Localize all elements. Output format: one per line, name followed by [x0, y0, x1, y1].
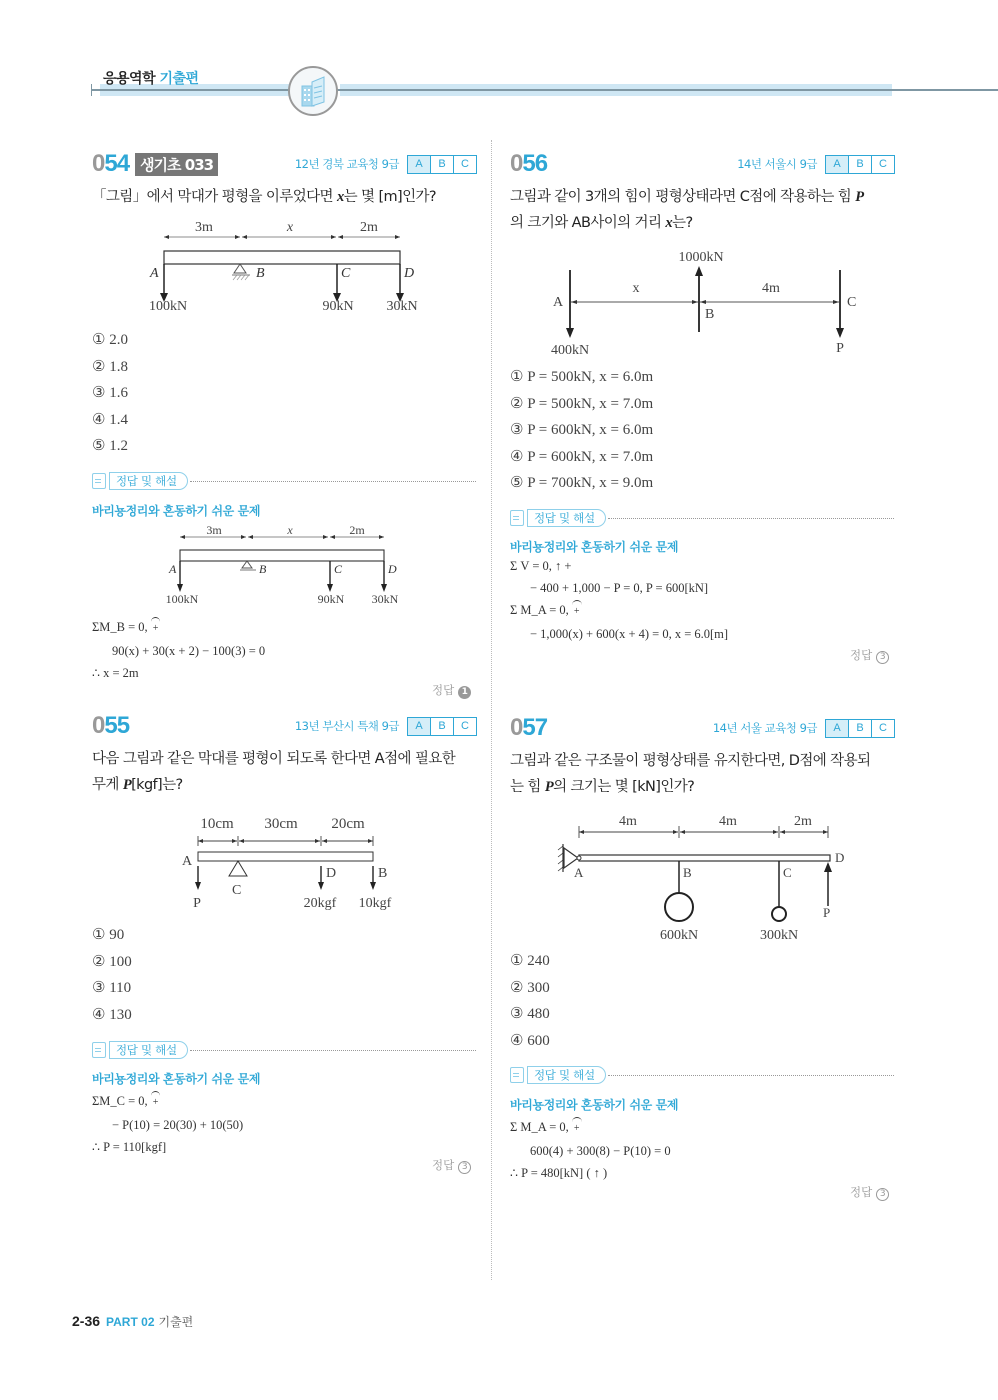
svg-text:2m: 2m	[794, 814, 812, 829]
final-answer-055: 정답 3	[432, 1157, 471, 1174]
exam-source: 14년 서울 교육청 9급	[712, 721, 817, 735]
solution-line: ∴ x = 2m	[92, 666, 139, 680]
svg-text:D: D	[835, 850, 845, 865]
question-text: 「그림」에서 막대가 평형을 이루었다면 x는 몇 [m]인가?	[92, 189, 436, 205]
question-056	[510, 150, 895, 236]
header-rule-tick	[91, 84, 92, 96]
option-3[interactable]: ③ 110	[92, 980, 132, 996]
option-3[interactable]: ③ P = 600kN, x = 6.0m	[510, 422, 654, 438]
options-054	[92, 327, 128, 460]
page-number: 2-36	[72, 1313, 101, 1329]
figure-055	[175, 810, 415, 915]
option-3[interactable]: ③ 480	[510, 1006, 550, 1022]
svg-text:600kN: 600kN	[659, 928, 699, 943]
solution-figure-054	[160, 520, 420, 610]
figure-056	[540, 242, 870, 362]
question-number: 056	[510, 150, 548, 177]
book-title	[103, 68, 199, 88]
svg-text:20kgf: 20kgf	[303, 896, 337, 911]
option-1[interactable]: ① P = 500kN, x = 6.0m	[510, 369, 654, 385]
solution-line: ΣM_B = 0,	[92, 620, 148, 634]
svg-text:3m: 3m	[206, 523, 222, 537]
svg-text:20cm: 20cm	[331, 816, 365, 832]
svg-text:300kN: 300kN	[759, 928, 799, 943]
difficulty-levels: A B C	[407, 717, 477, 736]
question-text: 그림과 같이 3개의 힘이 평형상태라면 C점에 작용하는 힘 P 의 크기와 AB사이의 거리 x는?	[510, 189, 864, 231]
document-icon	[92, 473, 106, 489]
exam-source: 12년 경북 교육청 9급	[294, 157, 399, 171]
solution-057: Σ M_A = 0, + 600(4) + 300(8) − P(10) = 0 ∴ P = 480[kN] ( ↑ )	[510, 1116, 671, 1184]
svg-text:B: B	[683, 865, 692, 880]
option-2[interactable]: ② 100	[92, 953, 132, 970]
answer-section-header: 정답 및 해설	[510, 509, 894, 527]
svg-text:1000kN: 1000kN	[678, 250, 724, 265]
svg-text:P: P	[193, 896, 201, 911]
svg-text:P: P	[823, 905, 831, 920]
exam-source: 13년 부산시 특채 9급	[294, 719, 399, 733]
moment-sign-icon: +	[572, 1117, 582, 1140]
svg-text:4m: 4m	[762, 281, 780, 296]
answer-number-badge: 1	[458, 686, 471, 699]
difficulty-levels: A B C	[825, 155, 895, 174]
document-icon	[92, 1042, 106, 1058]
dim-label: x	[286, 220, 294, 235]
solution-054	[92, 616, 265, 684]
svg-text:B: B	[256, 266, 265, 281]
solution-line: 90(x) + 30(x + 2) − 100(3) = 0	[112, 644, 266, 658]
trap-note: 바리뇽정리와 혼동하기 쉬운 문제	[510, 1098, 679, 1112]
svg-text:A: A	[150, 266, 159, 281]
option-2[interactable]: ② 1.8	[92, 358, 128, 375]
svg-text:A: A	[182, 854, 193, 869]
svg-text:x: x	[632, 281, 640, 296]
svg-text:C: C	[334, 562, 343, 576]
svg-text:2m: 2m	[349, 523, 365, 537]
option-2[interactable]: ② 300	[510, 979, 550, 996]
difficulty-levels: A B C	[825, 719, 895, 738]
question-054	[92, 150, 477, 210]
figure-054	[140, 215, 430, 315]
page-footer	[72, 1313, 193, 1330]
column-divider	[491, 140, 492, 1280]
question-text: 다음 그림과 같은 막대를 평형이 되도록 한다면 A점에 필요한 무게 P[kgf]는?	[92, 751, 456, 793]
svg-text:B: B	[705, 307, 715, 322]
final-answer-056: 정답 3	[850, 647, 889, 664]
dotted-rule	[190, 481, 476, 482]
question-number: 054	[92, 150, 130, 177]
svg-text:30kN: 30kN	[371, 592, 399, 606]
svg-text:B: B	[378, 866, 388, 881]
svg-text:400kN: 400kN	[550, 343, 590, 358]
dim-label: 3m	[195, 220, 213, 235]
svg-text:A: A	[574, 865, 584, 880]
building-icon	[288, 66, 338, 116]
moment-sign-icon: +	[572, 600, 582, 623]
svg-text:10cm: 10cm	[200, 816, 234, 832]
options-057	[510, 948, 550, 1054]
solution-056: Σ V = 0, ↑ + − 400 + 1,000 − P = 0, P = 600[kN] Σ M_A = 0, + − 1,000(x) + 600(x + 4) = 0, x = 6.0[m]	[510, 559, 729, 641]
level-c: C	[453, 156, 476, 173]
svg-text:P: P	[836, 341, 844, 356]
question-057	[510, 714, 895, 800]
basic-tag: 생기초 033	[135, 153, 218, 176]
option-4[interactable]: ④ 600	[510, 1032, 550, 1049]
final-answer-057: 정답 3	[850, 1184, 889, 1201]
section-label: 기출편	[158, 1315, 194, 1329]
final-answer-054: 정답 1	[432, 682, 471, 699]
question-text: 그림과 같은 구조물이 평형상태를 유지한다면, D점에 작용되 는 힘 P의 크기는 몇 [kN]인가?	[510, 753, 871, 795]
header-rule	[92, 89, 998, 91]
svg-text:x: x	[287, 523, 293, 537]
svg-text:C: C	[232, 883, 242, 898]
option-3[interactable]: ③ 1.6	[92, 385, 128, 401]
svg-text:30kN: 30kN	[386, 299, 418, 314]
svg-text:D: D	[404, 266, 415, 281]
options-056	[510, 364, 653, 497]
svg-text:A: A	[553, 295, 564, 310]
level-a: A	[408, 156, 430, 173]
option-1[interactable]: ① 90	[92, 927, 125, 943]
moment-sign-icon: +	[151, 1091, 161, 1114]
svg-text:4m: 4m	[619, 814, 637, 829]
svg-text:C: C	[341, 266, 351, 281]
option-1[interactable]: ① 2.0	[92, 332, 128, 348]
svg-text:D: D	[326, 866, 337, 881]
svg-text:90kN: 90kN	[322, 299, 354, 314]
book-title-accent: 기출편	[159, 71, 199, 87]
level-b: B	[430, 156, 453, 173]
svg-text:4m: 4m	[719, 814, 737, 829]
answer-section-header: 정답 및 해설	[92, 1041, 476, 1059]
option-4[interactable]: ④ P = 600kN, x = 7.0m	[510, 448, 654, 465]
answer-section-label: 정답 및 해설	[109, 472, 188, 490]
answer-section-header: 정답 및 해설	[510, 1066, 894, 1084]
svg-text:10kgf: 10kgf	[358, 896, 392, 911]
trap-note: 바리뇽정리와 혼동하기 쉬운 문제	[510, 540, 679, 554]
option-1[interactable]: ① 240	[510, 953, 550, 969]
book-title-main: 응용역학	[103, 71, 156, 87]
trap-note: 바리뇽정리와 혼동하기 쉬운 문제	[92, 1072, 261, 1086]
svg-text:A: A	[169, 562, 177, 576]
dim-label: 2m	[360, 220, 378, 235]
options-055	[92, 922, 132, 1028]
option-4[interactable]: ④ 130	[92, 1006, 132, 1023]
question-number: 055	[92, 712, 130, 739]
svg-text:30cm: 30cm	[264, 816, 298, 832]
svg-text:100kN: 100kN	[165, 592, 199, 606]
option-5[interactable]: ⑤ P = 700kN, x = 9.0m	[510, 475, 654, 491]
svg-text:C: C	[847, 295, 857, 310]
solution-055: ΣM_C = 0, + − P(10) = 20(30) + 10(50) ∴ P = 110[kgf]	[92, 1090, 243, 1158]
svg-text:90kN: 90kN	[317, 592, 345, 606]
moment-sign-icon: +	[151, 617, 161, 640]
answer-section-header	[92, 472, 476, 490]
question-055	[92, 712, 477, 798]
exam-source: 14년 서울시 9급	[737, 157, 817, 171]
document-icon	[510, 1067, 524, 1083]
option-4[interactable]: ④ 1.4	[92, 411, 128, 428]
beam	[164, 251, 400, 264]
option-2[interactable]: ② P = 500kN, x = 7.0m	[510, 395, 654, 412]
figure-057	[552, 808, 852, 943]
option-5[interactable]: ⑤ 1.2	[92, 438, 128, 454]
trap-note: 바리뇽정리와 혼동하기 쉬운 문제	[92, 504, 261, 518]
svg-text:B: B	[259, 562, 267, 576]
svg-text:100kN: 100kN	[148, 299, 188, 314]
document-icon	[510, 510, 524, 526]
svg-text:C: C	[783, 865, 792, 880]
svg-text:D: D	[388, 562, 397, 576]
difficulty-levels	[407, 155, 477, 174]
question-number: 057	[510, 714, 548, 741]
part-label: PART 02	[106, 1315, 155, 1329]
